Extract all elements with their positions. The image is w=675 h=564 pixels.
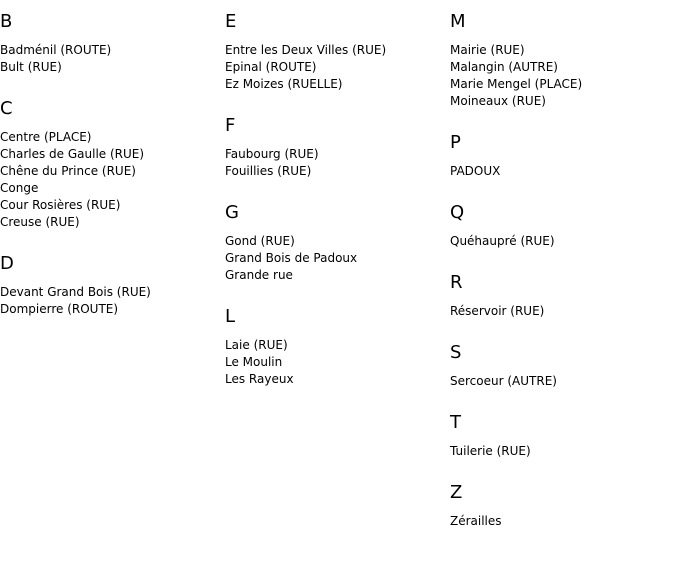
street-link[interactable]: Le Moulin <box>225 355 283 369</box>
street-link[interactable]: Devant Grand Bois (RUE) <box>0 285 151 299</box>
street-link[interactable]: Ez Moizes (RUELLE) <box>225 77 343 91</box>
street-list <box>225 42 450 93</box>
street-link[interactable]: Grande rue <box>225 268 293 282</box>
letter-heading: Z <box>450 482 463 503</box>
street-list <box>450 513 675 530</box>
letter-group-s <box>450 331 675 401</box>
street-link[interactable]: Réservoir (RUE) <box>450 304 545 318</box>
street-link[interactable]: Mairie (RUE) <box>450 43 525 57</box>
letter-group-f <box>225 104 450 191</box>
letter-heading: T <box>450 412 461 433</box>
street-link[interactable]: Faubourg (RUE) <box>225 147 319 161</box>
street-link[interactable]: Les Rayeux <box>225 372 294 386</box>
letter-group-b <box>0 0 225 87</box>
letter-group-m <box>450 0 675 121</box>
street-list <box>450 42 675 110</box>
letter-heading: L <box>225 306 236 327</box>
letter-group-q <box>450 191 675 261</box>
street-link[interactable]: Zérailles <box>450 514 502 528</box>
street-link[interactable]: Badménil (ROUTE) <box>0 43 112 57</box>
street-link[interactable]: Malangin (AUTRE) <box>450 60 558 74</box>
letter-group-t <box>450 401 675 471</box>
street-link[interactable]: Charles de Gaulle (RUE) <box>0 147 145 161</box>
street-link[interactable]: Chêne du Prince (RUE) <box>0 164 136 178</box>
street-link[interactable]: Centre (PLACE) <box>0 130 92 144</box>
letter-group-d <box>0 242 225 329</box>
letter-heading: C <box>0 98 13 119</box>
letter-heading: G <box>225 202 239 223</box>
street-list <box>450 163 675 180</box>
street-list <box>450 373 675 390</box>
street-list <box>0 129 225 231</box>
letter-heading: Q <box>450 202 465 223</box>
street-link[interactable]: Cour Rosières (RUE) <box>0 198 121 212</box>
street-link[interactable]: Entre les Deux Villes (RUE) <box>225 43 387 57</box>
letter-heading: F <box>225 115 236 136</box>
letter-heading: S <box>450 342 462 363</box>
street-link[interactable]: Conge <box>0 181 39 195</box>
street-link[interactable]: Laie (RUE) <box>225 338 288 352</box>
street-link[interactable]: Epinal (ROUTE) <box>225 60 317 74</box>
street-link[interactable]: Marie Mengel (PLACE) <box>450 77 583 91</box>
street-link[interactable]: Grand Bois de Padoux <box>225 251 358 265</box>
street-link[interactable]: Moineaux (RUE) <box>450 94 546 108</box>
street-link[interactable]: Dompierre (ROUTE) <box>0 302 119 316</box>
letter-heading: P <box>450 132 461 153</box>
street-list <box>450 443 675 460</box>
letter-heading: D <box>0 253 14 274</box>
street-list <box>450 233 675 250</box>
street-link[interactable]: Sercoeur (AUTRE) <box>450 374 557 388</box>
street-list <box>450 303 675 320</box>
letter-group-l <box>225 295 450 399</box>
street-link[interactable]: Creuse (RUE) <box>0 215 80 229</box>
column-right <box>450 0 675 541</box>
street-link[interactable]: PADOUX <box>450 164 501 178</box>
street-link[interactable]: Tuilerie (RUE) <box>450 444 531 458</box>
letter-heading: R <box>450 272 463 293</box>
letter-group-z <box>450 471 675 541</box>
column-middle <box>225 0 450 541</box>
letter-heading: M <box>450 11 466 32</box>
street-list <box>225 337 450 388</box>
letter-group-g <box>225 191 450 295</box>
letter-group-p <box>450 121 675 191</box>
street-list <box>225 233 450 284</box>
street-link[interactable]: Quéhaupré (RUE) <box>450 234 555 248</box>
column-left <box>0 0 225 541</box>
street-list <box>0 284 225 318</box>
letter-group-e <box>225 0 450 104</box>
street-link[interactable]: Bult (RUE) <box>0 60 62 74</box>
letter-heading: E <box>225 11 237 32</box>
street-link[interactable]: Fouillies (RUE) <box>225 164 312 178</box>
street-list <box>225 146 450 180</box>
street-link[interactable]: Gond (RUE) <box>225 234 295 248</box>
letter-group-r <box>450 261 675 331</box>
letter-heading: B <box>0 11 13 32</box>
street-list <box>0 42 225 76</box>
letter-group-c <box>0 87 225 242</box>
